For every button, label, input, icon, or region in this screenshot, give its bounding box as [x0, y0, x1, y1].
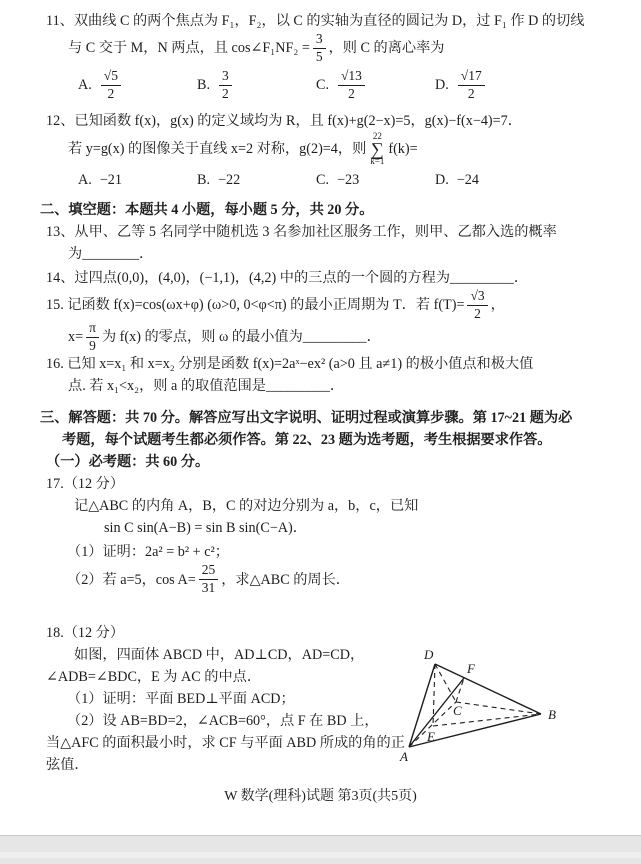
vertex-label-E: E [427, 729, 435, 744]
q14-line: 14、过四点(0,0)，(4,0)，(−1,1)，(4,2) 中的三点的一个圆的方程为_________． [46, 270, 529, 287]
q11-option-d-fraction: $\frac{√17}{2}$ [458, 69, 485, 101]
q17-equation: sin C sin(A−B) = sin B sin(C−A)． [104, 520, 307, 537]
vertex-label-F: F [467, 661, 475, 676]
q12-option-c: C. −23 [316, 171, 360, 188]
q15-fraction-2: $\frac{\pi}{9}$ [86, 321, 99, 353]
q12-line2-text-b: f(k)= [388, 141, 418, 158]
sigma-symbol: ∑ [370, 139, 384, 160]
q17-number: 17.（12 分） [46, 476, 125, 493]
q18-item1: （1）证明：平面 BED⊥平面 ACD； [67, 690, 295, 707]
q18-line2: ∠ADB=∠BDC，E 为 AC 的中点． [46, 668, 262, 685]
q15-line1 [46, 289, 641, 321]
q13-line2: 为________． [68, 246, 154, 263]
edge-EB [433, 714, 541, 726]
q16-line2: 点. 若 x₁<x₂，则 a 的取值范围是_________． [68, 378, 345, 395]
q17-fraction: $\frac{25}{31}$ [199, 563, 219, 595]
q18-item2: （2）设 AB=BD=2，∠ACB=60°，点 F 在 BD 上， [67, 712, 379, 729]
q11-fraction: $\frac{3}{5}$ [313, 32, 326, 64]
q15-line2 [68, 321, 641, 353]
q17-item2-text-b: ，求△ABC 的周长． [221, 571, 350, 588]
q12-summation: 22 ∑ k=1 [370, 131, 385, 167]
q11-line2-text-b: ，则 C 的离心率为 [328, 40, 445, 57]
q11-line2-text-a: 与 C 交于 M，N 两点，且 cos∠F₁NF₂ = [68, 40, 310, 57]
q15-line2-text-a: x= [68, 329, 84, 346]
q12-options [78, 169, 641, 191]
q13-line1: 13、从甲、乙等 5 名同学中随机选 3 名参加社区服务工作，则甲、乙都入选的概率 [46, 224, 557, 241]
q16-line1: 16. 已知 x=x₁ 和 x=x₂ 分别是函数 f(x)=2aˣ−ex² (a>0 且 a≠1) 的极小值点和极大值 [46, 356, 534, 373]
vertex-label-C: C [453, 703, 462, 718]
tetrahedron-figure [393, 644, 565, 770]
section-3-header-line1: 三、解答题：共 70 分。解答应写出文字说明、证明过程或演算步骤。第 17~21 题为必 [40, 410, 573, 427]
q17-item2 [67, 563, 641, 595]
q15-line1-text-b: ， [490, 297, 505, 314]
q15-fraction-1: $\frac{√3}{2}$ [467, 289, 487, 321]
section-3-subheader: （一）必考题：共 60 分。 [46, 454, 210, 471]
q18-number: 18.（12 分） [46, 624, 125, 641]
edge-CF [456, 678, 464, 702]
page-bottom-gap [0, 835, 641, 864]
page-bottom-gap-highlight [0, 852, 641, 858]
q11-line2 [68, 32, 641, 64]
q12-option-b: B. −22 [197, 171, 241, 188]
q11-option-c-fraction: $\frac{√13}{2}$ [338, 69, 365, 101]
q11-option-c: C. $\frac{√13}{2}$ [316, 69, 435, 101]
q12-line2 [68, 132, 641, 166]
q18-line1: 如图，四面体 ABCD 中，AD⊥CD，AD=CD， [74, 646, 365, 663]
q12-option-d: D. −24 [435, 171, 479, 188]
page-footer: W 数学(理科)试题 第3页(共5页) [224, 788, 417, 804]
vertex-label-A: A [400, 749, 408, 764]
q11-options [78, 67, 641, 103]
q17-item1: （1）证明：2a² = b² + c²； [67, 544, 229, 561]
q12-line1: 12、已知函数 f(x)，g(x) 的定义域均为 R，且 f(x)+g(2−x)=5，g(x)−f(x−4)=7． [46, 113, 522, 130]
q15-line2-text-b: 为 f(x) 的零点，则 ω 的最小值为_________． [101, 329, 381, 346]
q18-line5: 当△AFC 的面积最小时，求 CF 与平面 ABD 所成的角的正 [46, 734, 405, 751]
q11-option-a: A. $\frac{√5}{2}$ [78, 69, 197, 101]
q12-line2-text-a: 若 y=g(x) 的图像关于直线 x=2 对称，g(2)=4，则 [68, 141, 367, 158]
q12-option-a: A. −21 [78, 171, 122, 188]
q11-option-b: B. $\frac{3}{2}$ [197, 69, 316, 101]
q17-item2-text-a: （2）若 a=5，cos A= [67, 571, 196, 588]
section-3-header-line2: 考题，每个试题考生都必须作答。第 22、23 题为选考题，考生根据要求作答。 [62, 432, 552, 449]
section-2-header: 二、填空题：本题共 4 小题，每小题 5 分，共 20 分。 [40, 202, 374, 219]
q11-option-d: D. $\frac{√17}{2}$ [435, 69, 488, 101]
q11-option-a-fraction: $\frac{√5}{2}$ [101, 69, 121, 101]
vertex-label-D: D [424, 647, 434, 662]
q11-line1: 11、双曲线 C 的两个焦点为 F₁，F₂，以 C 的实轴为直径的圆记为 D，过 F₁ 作 D 的切线 [46, 13, 585, 29]
vertex-label-B: B [548, 707, 556, 722]
q15-line1-text-a: 15. 记函数 f(x)=cos(ωx+φ) (ω>0, 0<φ<π) 的最小正周期为 T．若 f(T)= [46, 297, 465, 314]
q18-line6: 弦值． [46, 756, 89, 773]
q17-line1: 记△ABC 的内角 A，B，C 的对边分别为 a，b，c，已知 [74, 498, 419, 515]
q11-option-b-fraction: $\frac{3}{2}$ [219, 69, 232, 101]
